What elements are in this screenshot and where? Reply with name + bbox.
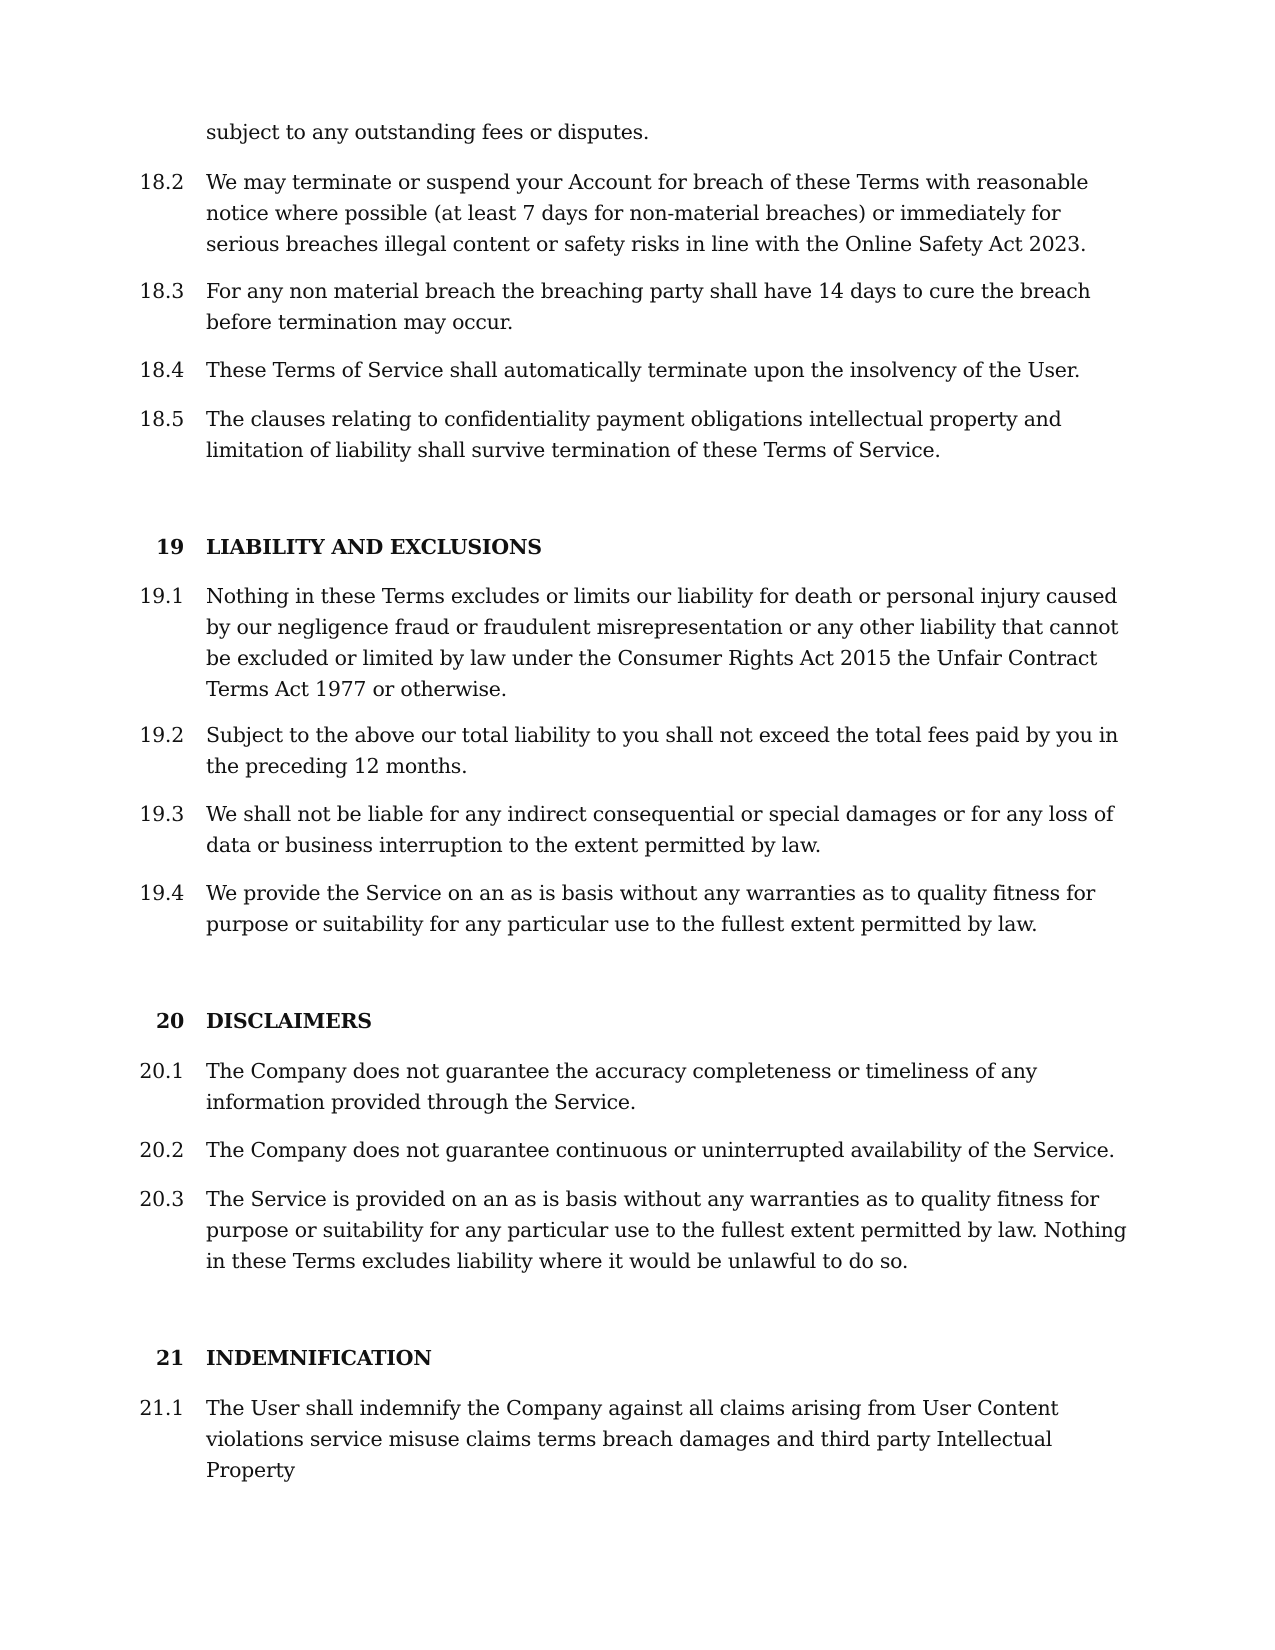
clause-number: 20.1: [139, 1059, 184, 1083]
clause-number: 19.1: [139, 584, 184, 608]
section-number: 19: [155, 535, 184, 559]
continuation-text: subject to any outstanding fees or disputes.: [206, 120, 650, 144]
clause-text: We provide the Service on an as is basis without any warranties as to quality fitness for purpose or suitability for any particular use to the fullest extent permitted by law.: [206, 881, 1096, 936]
section-number: 21: [155, 1346, 184, 1370]
clause-text: Nothing in these Terms excludes or limits our liability for death or personal injury caused by our negligence fraud or fraudulent misrepresentation or any other liability that cannot be excluded or limited by law under the Consumer Rights Act 2015 the Unfair Contract Terms Act 1977 or otherwise.: [206, 584, 1119, 701]
clause-text: We shall not be liable for any indirect consequential or special damages or for any loss of data or business interruption to the extent permitted by law.: [206, 802, 1114, 857]
clause-text: The Company does not guarantee the accuracy completeness or timeliness of any information provided through the Service.: [206, 1059, 1037, 1114]
clause-text: The User shall indemnify the Company against all claims arising from User Content violations service misuse claims terms breach damages and third party Intellectual Property: [206, 1396, 1059, 1482]
clause-text: For any non material breach the breaching party shall have 14 days to cure the breach before termination may occur.: [206, 279, 1091, 334]
section-heading: LIABILITY AND EXCLUSIONS: [206, 535, 542, 559]
clause-number: 20.3: [139, 1187, 184, 1211]
clause-text: Subject to the above our total liability to you shall not exceed the total fees paid by you in the preceding 12 months.: [206, 723, 1119, 778]
clause-number: 20.2: [139, 1138, 184, 1162]
section-number: 20: [155, 1009, 184, 1033]
clause-text: The Company does not guarantee continuous or uninterrupted availability of the Service.: [206, 1138, 1115, 1162]
clause-number: 19.2: [139, 723, 184, 747]
clause-text: We may terminate or suspend your Account for breach of these Terms with reasonable notice where possible (at least 7 days for non-material breaches) or immediately for serious breaches illegal content or safety risks in line with the Online Safety Act 2023.: [206, 170, 1089, 256]
clause-text: The clauses relating to confidentiality payment obligations intellectual property and limitation of liability shall survive termination of these Terms of Service.: [206, 407, 1062, 462]
clause-number: 21.1: [139, 1396, 184, 1420]
clause-number: 18.3: [139, 279, 184, 303]
section-heading: DISCLAIMERS: [206, 1009, 372, 1033]
clause-text: The Service is provided on an as is basis without any warranties as to quality fitness for purpose or suitability for any particular use to the fullest extent permitted by law. Nothing in these Terms excludes liability where it would be unlawful to do so.: [206, 1187, 1127, 1273]
clause-text: These Terms of Service shall automatically terminate upon the insolvency of the User.: [206, 358, 1081, 382]
clause-number: 18.2: [139, 170, 184, 194]
clause-number: 19.4: [139, 881, 184, 905]
section-heading: INDEMNIFICATION: [206, 1346, 432, 1370]
clause-number: 18.5: [139, 407, 184, 431]
clause-number: 18.4: [139, 358, 184, 382]
clause-number: 19.3: [139, 802, 184, 826]
